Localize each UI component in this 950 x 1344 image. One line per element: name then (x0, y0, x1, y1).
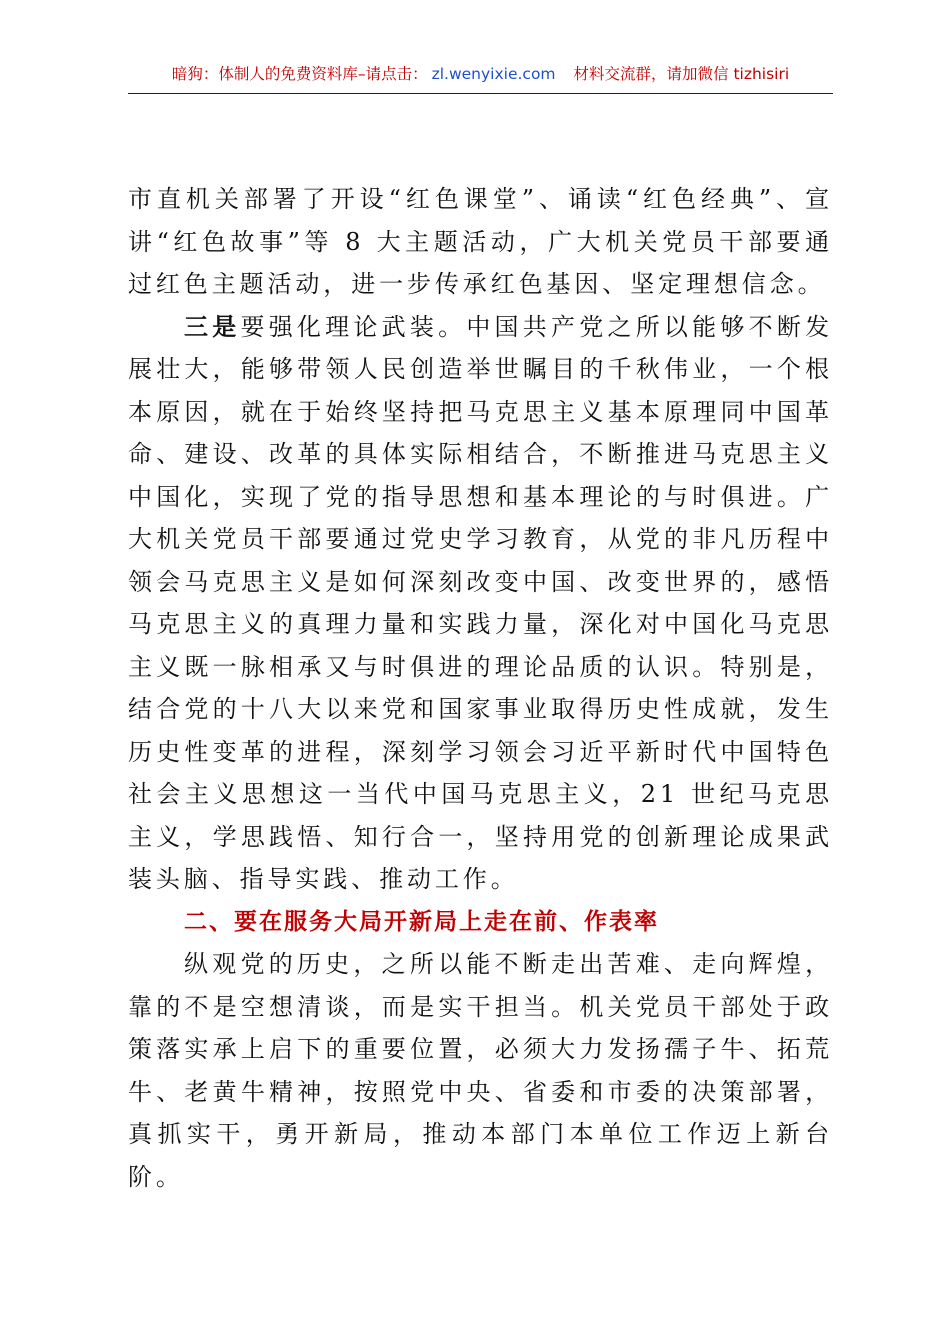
header-brand: 暗狗：体制人的免费资料库 (171, 65, 358, 83)
page-header (128, 62, 833, 94)
paragraph-1: 市直机关部署了开设“红色课堂”、诵读“红色经典”、宣讲“红色故事”等 8 大主题活动，广大机关党员干部要通过红色主题活动，进一步传承红色基因、坚定理想信念。 (128, 185, 833, 298)
header-group-note: 材料交流群，请加微信 tizhisiri (573, 65, 790, 83)
document-body (128, 178, 833, 1198)
section-heading: 二、要在服务大局开新局上走在前、作表率 (184, 908, 659, 935)
header-click-prompt: –请点击： (357, 65, 428, 83)
paragraph-2 (128, 306, 833, 901)
paragraph-3: 纵观党的历史，之所以能不断走出苦难、走向辉煌，靠的不是空想清谈，而是实干担当。机关党员干部处于政策落实承上启下的重要位置，必须大力发扬孺子牛、拓荒牛、老黄牛精神，按照党中央、省委和市委的决策部署，真抓实干，勇开新局，推动本部门本单位工作迈上新台阶。 (128, 950, 833, 1191)
header-url-link[interactable]: zl.wenyixie.com (431, 65, 556, 83)
paragraph-2-text: 要强化理论武装。中国共产党之所以能够不断发展壮大，能够带领人民创造举世瞩目的千秋伟业，一个根本原因，就在于始终坚持把马克思主义基本原理同中国革命、建设、改革的具体实际相结合，不断推进马克思主义中国化，实现了党的指导思想和基本理论的与时俱进。广大机关党员干部要通过党史学习教育，从党的非凡历程中领会马克思主义是如何深刻改变中国、改变世界的，感悟马克思主义的真理力量和实践力量，深化对中国化马克思主义既一脉相承又与时俱进的理论品质的认识。特别是，结合党的十八大以来党和国家事业取得历史性成就，发生历史性变革的进程，深刻学习领会习近平新时代中国特色社会主义思想这一当代中国马克思主义，21 世纪马克思主义，学思践悟、知行合一，坚持用党的创新理论成果武装头脑、指导实践、推动工作。 (128, 312, 833, 893)
paragraph-2-lead: 三是 (184, 311, 241, 341)
